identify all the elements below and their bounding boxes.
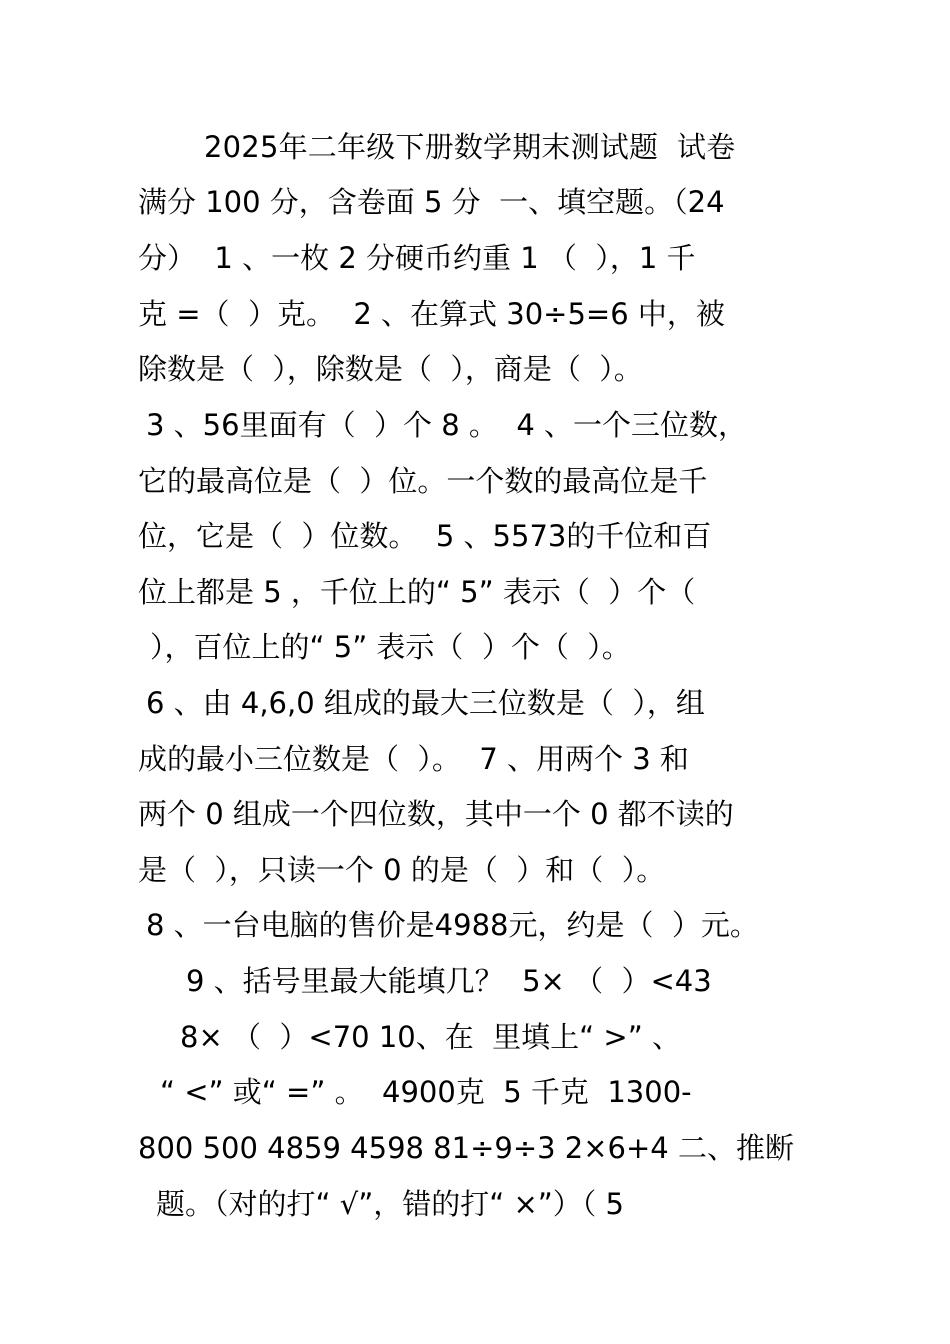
text-line-12: 成的最小三位数是（ ）。 7 、用两个 3 和 — [138, 742, 689, 776]
text-line-7: 它的最高位是（ ）位。一个数的最高位是千 — [138, 464, 708, 498]
text-line-15: 8 、一台电脑的售价是4988元，约是（ ）元。 — [146, 908, 759, 942]
text-line-6: 3 、56里面有（ ）个 8 。 4 、一个三位数， — [146, 408, 748, 442]
text-line-13: 两个 0 组成一个四位数，其中一个 0 都不读的 — [138, 797, 734, 831]
text-line-2: 满分 100 分，含卷面 5 分 一、填空题。（24 — [138, 185, 725, 219]
text-line-9: 位上都是 5 ，千位上的“ 5” 表示（ ）个（ — [138, 575, 696, 609]
text-line-17: 8× （ ）<70 10、在 里填上“ >” 、 — [180, 1020, 681, 1054]
text-line-18: “ <” 或“ =” 。 4900克 5 千克 1300- — [160, 1075, 692, 1109]
text-line-19: 800 500 4859 4598 81÷9÷3 2×6+4 二、推断 — [138, 1131, 794, 1165]
text-line-4: 克 =（ ）克。 2 、在算式 30÷5=6 中，被 — [138, 297, 725, 331]
text-line-10: ），百位上的“ 5” 表示（ ）个（ ）。 — [150, 630, 631, 664]
text-line-5: 除数是（ ），除数是（ ），商是（ ）。 — [138, 352, 643, 386]
text-line-3: 分） 1 、一枚 2 分硬币约重 1 （ ），1 千 — [138, 241, 696, 275]
text-line-1: 2025年二年级下册数学期末测试题 试卷 — [204, 130, 736, 164]
text-line-8: 位，它是（ ）位数。 5 、5573的千位和百 — [138, 519, 712, 553]
text-line-14: 是（ ），只读一个 0 的是（ ）和（ ）。 — [138, 853, 666, 887]
text-line-16: 9 、括号里最大能填几？ 5× （ ）<43 — [186, 964, 712, 998]
text-line-20: 题。（对的打“ √”，错的打“ ×”）（ 5 — [156, 1187, 624, 1221]
text-line-11: 6 、由 4,6,0 组成的最大三位数是（ ），组 — [146, 686, 705, 720]
